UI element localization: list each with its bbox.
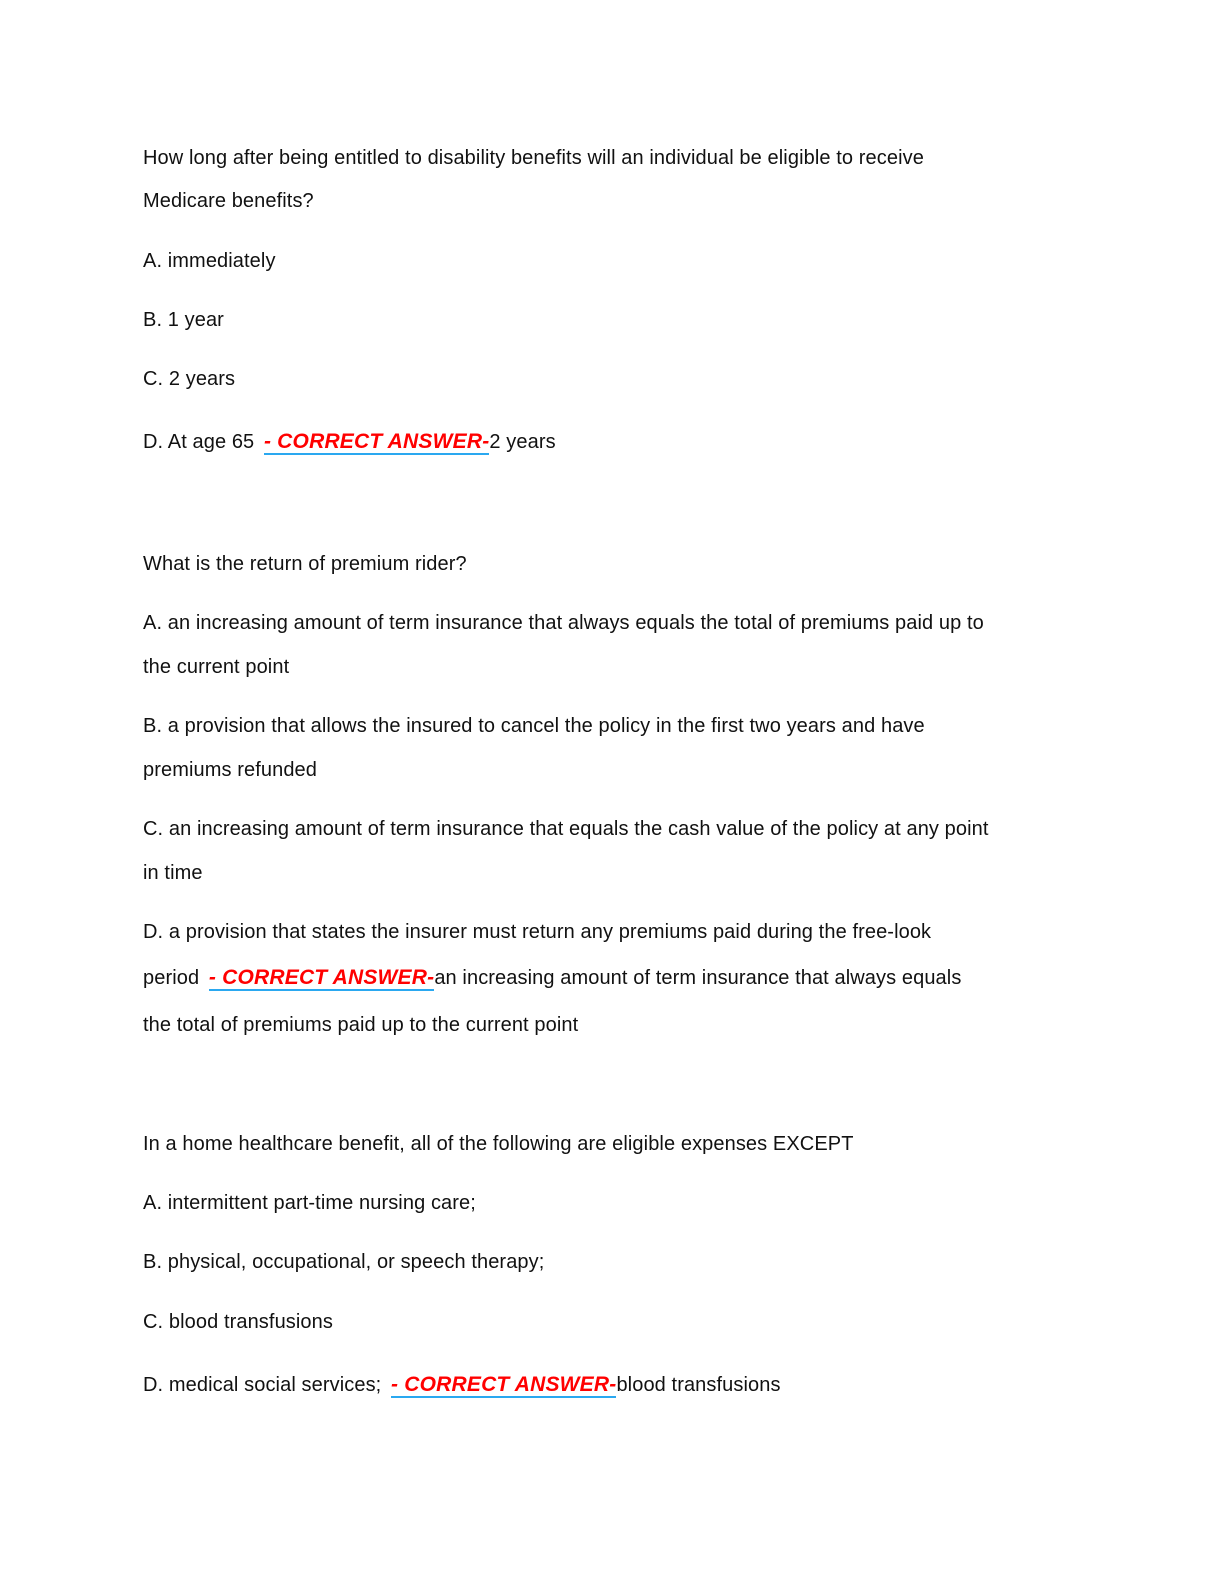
question-2-answer-line-2: the total of premiums paid up to the current point [143,1014,579,1036]
question-3-answer: blood transfusions [616,1374,781,1396]
question-3-option-a: A. intermittent part-time nursing care; [143,1192,476,1214]
question-1-text-line-1: How long after being entitled to disability benefits will an individual be eligible to receive [143,147,924,169]
question-1-answer: 2 years [489,431,556,453]
question-2-option-c-line-2: in time [143,862,203,884]
correct-answer-marker: - CORRECT ANSWER- [391,1373,617,1396]
correct-answer-marker: - CORRECT ANSWER- [208,966,435,989]
question-3-option-d: D. medical social services; [143,1374,382,1396]
question-1-option-d: D. At age 65 [143,431,255,453]
question-2-option-a-line-2: the current point [143,656,290,678]
question-1-option-c: C. 2 years [143,368,236,390]
question-1-option-b: B. 1 year [143,309,224,331]
question-3-option-b: B. physical, occupational, or speech therapy; [143,1251,545,1273]
question-2-option-d-line-2 [143,966,961,990]
question-3-text: In a home healthcare benefit, all of the following are eligible expenses EXCEPT [143,1133,854,1155]
question-2-option-d-end: period [143,967,200,989]
question-1-option-d-line [143,430,556,454]
question-1-option-a: A. immediately [143,250,276,272]
question-2-option-c-line-1: C. an increasing amount of term insurance that equals the cash value of the policy at any point [143,818,989,840]
question-2-text: What is the return of premium rider? [143,553,467,575]
question-3-option-c: C. blood transfusions [143,1311,333,1333]
question-2-option-d-line-1: D. a provision that states the insurer must return any premiums paid during the free-look [143,921,932,943]
question-2-option-b-line-2: premiums refunded [143,759,318,781]
correct-answer-marker: - CORRECT ANSWER- [263,430,490,453]
question-2-answer-line-1: an increasing amount of term insurance that always equals [434,967,962,989]
question-2-option-b-line-1: B. a provision that allows the insured to cancel the policy in the first two years and have [143,715,925,737]
question-3-option-d-line [143,1373,781,1397]
question-2-option-a-line-1: A. an increasing amount of term insurance that always equals the total of premiums paid up to [143,612,984,634]
question-1-text-line-2: Medicare benefits? [143,190,314,212]
